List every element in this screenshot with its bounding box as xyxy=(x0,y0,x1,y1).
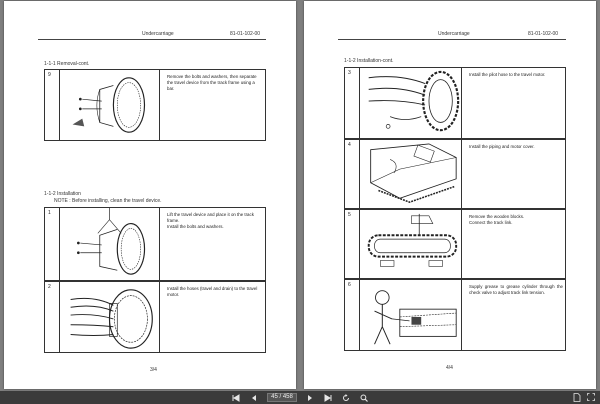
illustration xyxy=(60,70,160,140)
illustration xyxy=(360,280,462,350)
illustration xyxy=(360,68,462,138)
step-row xyxy=(44,207,266,281)
step-instruction: Install the piping and motor cover. xyxy=(469,144,535,149)
step-row xyxy=(44,69,266,141)
document-icon[interactable] xyxy=(572,392,582,402)
step-row xyxy=(344,139,566,209)
step-instruction: Supply grease to grease cylinder through the check valve to adjust track link tension. xyxy=(469,284,563,295)
header-title: Undercarriage xyxy=(142,31,174,37)
header-code: 81-01-102-00 xyxy=(230,31,261,37)
toolbar-right xyxy=(572,392,596,402)
travel-device-lift-illustration xyxy=(60,208,159,280)
illustration xyxy=(360,210,462,278)
header-code: 81-01-102-00 xyxy=(528,31,559,37)
step-row xyxy=(44,281,266,353)
next-page-icon[interactable] xyxy=(305,393,315,403)
step-number: 4 xyxy=(348,142,351,148)
step-number: 5 xyxy=(348,212,351,218)
pilot-hose-illustration xyxy=(360,68,461,138)
illustration xyxy=(60,208,160,280)
illustration xyxy=(60,282,160,352)
step-row xyxy=(344,67,566,139)
step-number: 2 xyxy=(48,284,51,290)
illustration xyxy=(360,140,462,208)
page-number: 3/4 xyxy=(150,367,157,373)
step-number-cell xyxy=(45,282,60,352)
header-rule xyxy=(38,39,266,40)
section-heading: 1-1-2 Installation-cont. xyxy=(344,58,394,64)
rotate-icon[interactable] xyxy=(341,393,351,403)
step-row xyxy=(344,209,566,279)
step-instruction: Install the hoses (travel and drain) to the travel motor. xyxy=(167,286,258,297)
fullscreen-icon[interactable] xyxy=(586,392,596,402)
header-rule xyxy=(338,39,566,40)
step-number-cell xyxy=(345,280,360,350)
step-instruction: Remove the wooden blocks. Connect the track link. xyxy=(469,214,525,225)
motor-cover-illustration xyxy=(360,140,461,208)
page-right xyxy=(304,1,596,389)
page-number: 4/4 xyxy=(446,365,453,371)
step-number: 1 xyxy=(48,210,51,216)
note-text: NOTE : Before installing, clean the travel device. xyxy=(54,198,162,204)
page-left xyxy=(4,1,296,389)
step-number-cell xyxy=(345,140,360,208)
step-instruction: Remove the bolts and washers, then separate the travel device from the track frame using a bar. xyxy=(167,74,257,91)
section-heading: 1-1-2 Installation xyxy=(44,191,81,197)
last-page-icon[interactable] xyxy=(323,393,333,403)
travel-device-illustration xyxy=(60,70,159,140)
zoom-icon[interactable] xyxy=(359,393,369,403)
grease-cylinder-illustration xyxy=(360,280,461,350)
section-heading: 1-1-1 Removal-cont. xyxy=(44,61,90,67)
step-number: 6 xyxy=(348,282,351,288)
first-page-icon[interactable] xyxy=(231,393,241,403)
step-number-cell xyxy=(345,210,360,278)
step-number-cell xyxy=(45,70,60,140)
step-row xyxy=(344,279,566,351)
step-number-cell xyxy=(45,208,60,280)
hose-installation-illustration xyxy=(60,282,159,352)
header-title: Undercarriage xyxy=(438,31,470,37)
page-indicator[interactable]: 45 / 458 xyxy=(267,393,297,402)
step-number: 3 xyxy=(348,70,351,76)
step-instruction: Install the pilot hose to the travel motor. xyxy=(469,72,546,77)
previous-page-icon[interactable] xyxy=(249,393,259,403)
viewer-toolbar xyxy=(0,391,600,404)
track-link-illustration xyxy=(360,210,461,278)
step-number-cell xyxy=(345,68,360,138)
step-number: 9 xyxy=(48,72,51,78)
step-instruction: Lift the travel device and place it on the track frame. Install the bolts and washers. xyxy=(167,212,254,229)
